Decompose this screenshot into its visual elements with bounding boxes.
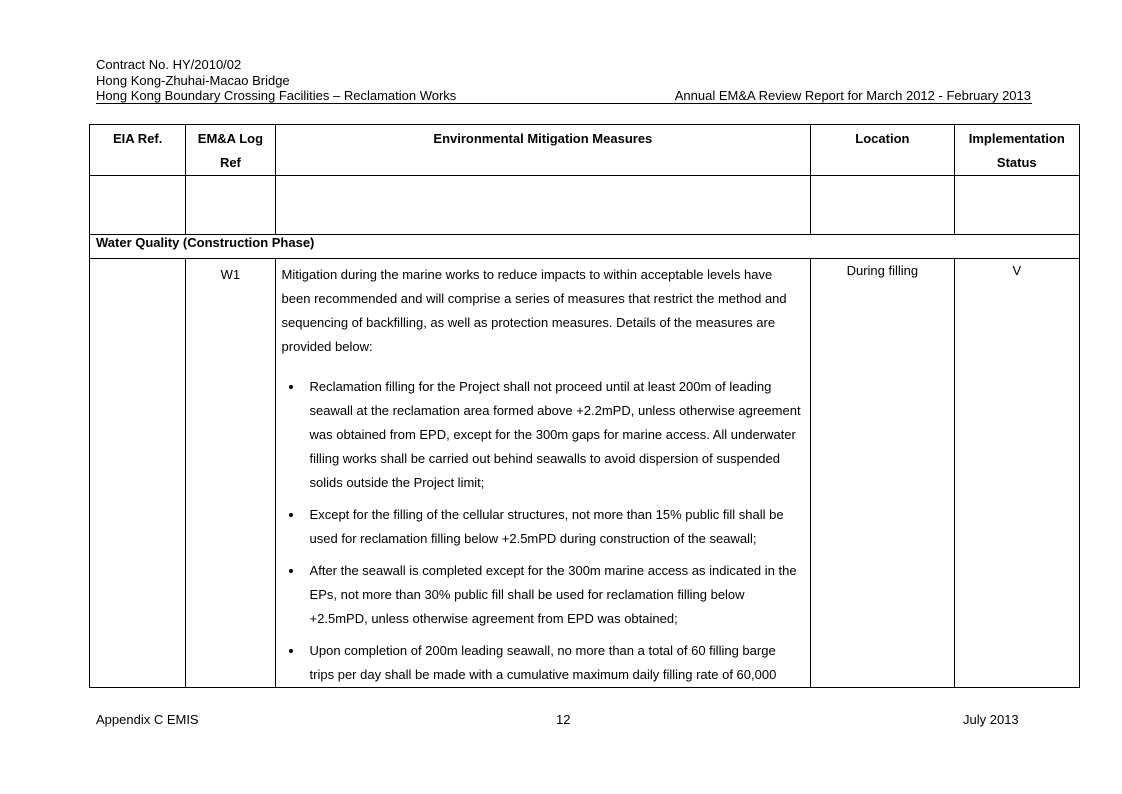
measure-item: • Upon completion of 200m leading seawall, no more than a total of 60 filling barge trips per day shall be made with a cumulative maximum daily filling rate of 60,000: [304, 639, 803, 687]
col-header-location: Location: [811, 125, 954, 176]
section-row: [90, 235, 1080, 259]
col-header-eia-ref: EIA Ref.: [90, 125, 186, 176]
page-number: 12: [556, 712, 571, 727]
table-header-row: [90, 125, 1080, 176]
eia-ref-cell: [90, 259, 186, 688]
section-title: Water Quality (Construction Phase): [90, 235, 1080, 259]
emis-table: [89, 124, 1080, 688]
col-header-log-ref: EM&A Log Ref: [186, 125, 275, 176]
location-cell: During filling: [811, 259, 954, 688]
facility-name: Hong Kong Boundary Crossing Facilities – Reclamation Works: [96, 88, 457, 103]
contract-number: Contract No. HY/2010/02: [96, 57, 242, 72]
header-divider: [96, 103, 1032, 104]
project-name: Hong Kong-Zhuhai-Macao Bridge: [96, 72, 290, 88]
measures-intro: Mitigation during the marine works to reduce impacts to within acceptable levels have been recommended and will comprise a series of measures that restrict the method and sequencing of backfilling, as well as protection measures. Details of the measures are provided below:: [281, 267, 787, 354]
footer-appendix: Appendix C EMIS: [96, 712, 199, 727]
page-header: [96, 57, 1031, 104]
measure-item: • Except for the filling of the cellular structures, not more than 15% public fill shall be used for reclamation filling below +2.5mPD during construction of the seawall;: [304, 503, 803, 551]
status-cell: V: [954, 259, 1079, 688]
log-ref-cell: W1: [186, 259, 275, 688]
col-header-measures: Environmental Mitigation Measures: [275, 125, 811, 176]
measure-item: • Reclamation filling for the Project shall not proceed until at least 200m of leading seawall at the reclamation area formed above +2.2mPD, unless otherwise agreement was obtained from EPD, except for the 300m gaps for marine access. All underwater filling works shall be carried out behind seawalls to avoid dispersion of suspended solids outside the Project limit;: [304, 375, 803, 495]
measure-item: • After the seawall is completed except for the 300m marine access as indicated in the EPs, not more than 30% public fill shall be used for reclamation filling below +2.5mPD, unless otherwise agreement from EPD was obtained;: [304, 559, 803, 631]
footer-date: July 2013: [963, 712, 1019, 727]
report-title: Annual EM&A Review Report for March 2012 - February 2013: [674, 88, 1031, 103]
col-header-status: Implementation Status: [954, 125, 1079, 176]
table-row: [90, 259, 1080, 688]
table-row-empty: [90, 176, 1080, 235]
measures-list: [282, 375, 803, 687]
measures-cell: [275, 259, 811, 688]
